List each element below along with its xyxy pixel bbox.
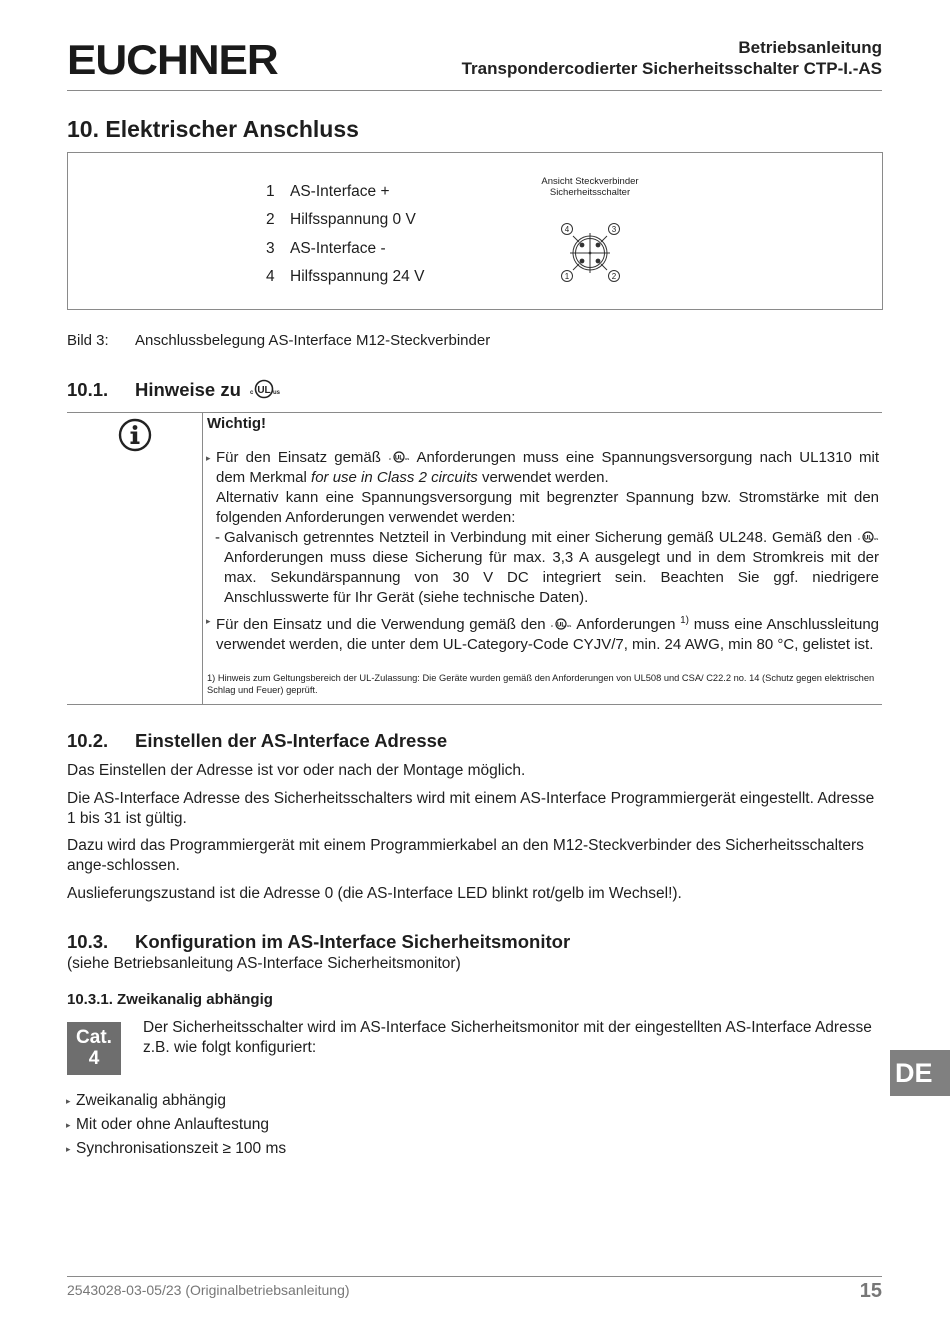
header-doc-type: Betriebsanleitung bbox=[738, 38, 882, 57]
connector-pin-label: 4 bbox=[564, 225, 570, 234]
info-icon bbox=[118, 418, 152, 452]
section-10-3-subtitle: (siehe Betriebsanleitung AS-Interface Sicherheitsmonitor) bbox=[67, 955, 461, 972]
note-bullet: ▸ Für den Einsatz und die Verwendung gemäß den UL c us Anforderungen $^{1)}$ muss eine Anschlussleitung verwendet werden, die unter dem UL-Category-Code CYJV/7, min. 24 AWG, min 80 °C, gelistet ist. bbox=[207, 611, 879, 655]
svg-text:c: c bbox=[858, 536, 860, 541]
section-10-3-title: 10.3. Konfiguration im AS-Interface Sicherheitsmonitor bbox=[67, 931, 571, 952]
connector-caption: Ansicht Steckverbinder Sicherheitsschalter bbox=[541, 176, 639, 198]
svg-text:us: us bbox=[273, 390, 281, 396]
note-bottom-rule bbox=[67, 704, 882, 705]
configuration-list bbox=[67, 1089, 286, 1161]
header-doc-title: Transpondercodierter Sicherheitsschalter CTP-I.-AS bbox=[461, 59, 882, 78]
m12-connector-icon bbox=[550, 215, 630, 287]
list-item: ▸ Synchronisationszeit ≥ 100 ms bbox=[67, 1137, 286, 1161]
note-paragraph: Alternativ kann eine Spannungsversorgung mit begrenzter Spannung bzw. Stromstärke mit den folgenden Anforderungen verwendet werden: bbox=[216, 489, 879, 526]
svg-text:UL: UL bbox=[395, 455, 404, 462]
pin-row: 2 Hilfsspannung 0 V bbox=[266, 211, 416, 229]
language-tab: DE bbox=[890, 1050, 950, 1096]
svg-text:UL: UL bbox=[557, 622, 566, 629]
note-icon-column bbox=[67, 413, 203, 704]
configuration-text: Der Sicherheitsschalter wird im AS-Interface Sicherheitsmonitor mit der eingestellten AS-Interface Adresse z.B. wie folgt konfiguriert: bbox=[143, 1019, 872, 1056]
connector-pin-label: 1 bbox=[564, 272, 570, 281]
note-heading: Wichtig! bbox=[207, 415, 267, 432]
figure-caption: Bild 3: Anschlussbelegung AS-Interface M12-Steckverbinder bbox=[67, 332, 491, 349]
note-sub-item: - Galvanisch getrenntes Netzteil in Verbindung mit einer Sicherung gemäß UL248. Gemäß den UL c us Anforderungen muss diese Sicherung für max. 3,3 A ausgelegt und in dem Stromkreis mit der max. Sekundärspannung von 30 V DC integriert sein. Beachten Sie ggf. niedrigere Anschlusswerte für Ihr Gerät (siehe technische Daten). bbox=[207, 528, 879, 608]
connector-pin-label: 2 bbox=[611, 272, 617, 281]
svg-text:c: c bbox=[250, 390, 254, 396]
svg-text:UL: UL bbox=[257, 385, 271, 396]
paragraph: Dazu wird das Programmiergerät mit einem Programmierkabel an den M12-Steckverbinder des Sicherheitsschalters ange-schlossen. bbox=[67, 837, 864, 874]
svg-text:UL: UL bbox=[864, 535, 872, 542]
paragraph: Das Einstellen der Adresse ist vor oder nach der Montage möglich. bbox=[67, 762, 526, 779]
paragraph: Auslieferungszustand ist die Adresse 0 (die AS-Interface LED blinkt rot/gelb im Wechsel!). bbox=[67, 885, 682, 902]
footnote: 1) Hinweis zum Geltungsbereich der UL-Zulassung: Die Geräte wurden gemäß den Anforderungen von UL508 und CSA/ C22.2 no. 14 (Schutz gegen elektrischen Schlag und Feuer) geprüft. bbox=[207, 673, 875, 695]
section-10-3-1-title: 10.3.1. Zweikanalig abhängig bbox=[67, 991, 273, 1008]
pin-row: 3 AS-Interface - bbox=[266, 239, 386, 257]
svg-text:us: us bbox=[567, 623, 572, 628]
list-item: ▸ Mit oder ohne Anlauftestung bbox=[67, 1113, 286, 1137]
note-bullet: ▸ Für den Einsatz gemäß UL c us Anforderungen muss eine Spannungsversorgung nach UL1310 mit dem Merkmal for use in Class 2 circuits verwendet werden. bbox=[207, 448, 879, 488]
paragraph: Die AS-Interface Adresse des Sicherheitsschalters wird mit einem AS-Interface Programmiergerät eingestellt. Adresse 1 bis 31 ist gültig. bbox=[67, 790, 875, 827]
page-number: 15 bbox=[859, 1280, 882, 1302]
connector-pin-label: 3 bbox=[611, 225, 617, 234]
ul-mark-icon bbox=[550, 618, 572, 630]
pin-row: 4 Hilfsspannung 24 V bbox=[266, 267, 425, 285]
ul-mark-icon bbox=[857, 531, 879, 543]
svg-text:us: us bbox=[405, 456, 410, 461]
category-badge: Cat. 4 bbox=[67, 1022, 121, 1075]
pin-row: 1 AS-Interface + bbox=[266, 183, 390, 200]
svg-text:c: c bbox=[551, 623, 554, 628]
svg-text:c: c bbox=[389, 456, 392, 461]
svg-text:us: us bbox=[874, 536, 879, 541]
footer-divider bbox=[67, 1276, 882, 1277]
ul-mark-icon bbox=[388, 451, 410, 463]
footer-doc-number: 2543028-03-05/23 (Originalbetriebsanleitung) bbox=[67, 1282, 350, 1298]
header-divider bbox=[67, 90, 882, 91]
list-item: ▸ Zweikanalig abhängig bbox=[67, 1089, 286, 1113]
connection-figure bbox=[67, 152, 883, 310]
important-note bbox=[207, 414, 879, 655]
pin-list bbox=[266, 178, 424, 291]
euchner-logo: EUCHNER bbox=[67, 36, 278, 83]
ul-mark-icon bbox=[246, 379, 282, 399]
section-10-2-title: 10.2. Einstellen der AS-Interface Adresse bbox=[67, 730, 448, 751]
section-10-1-title: 10.1. Hinweise zu UL c us bbox=[67, 379, 281, 400]
section-10-title: 10. Elektrischer Anschluss bbox=[67, 116, 359, 142]
